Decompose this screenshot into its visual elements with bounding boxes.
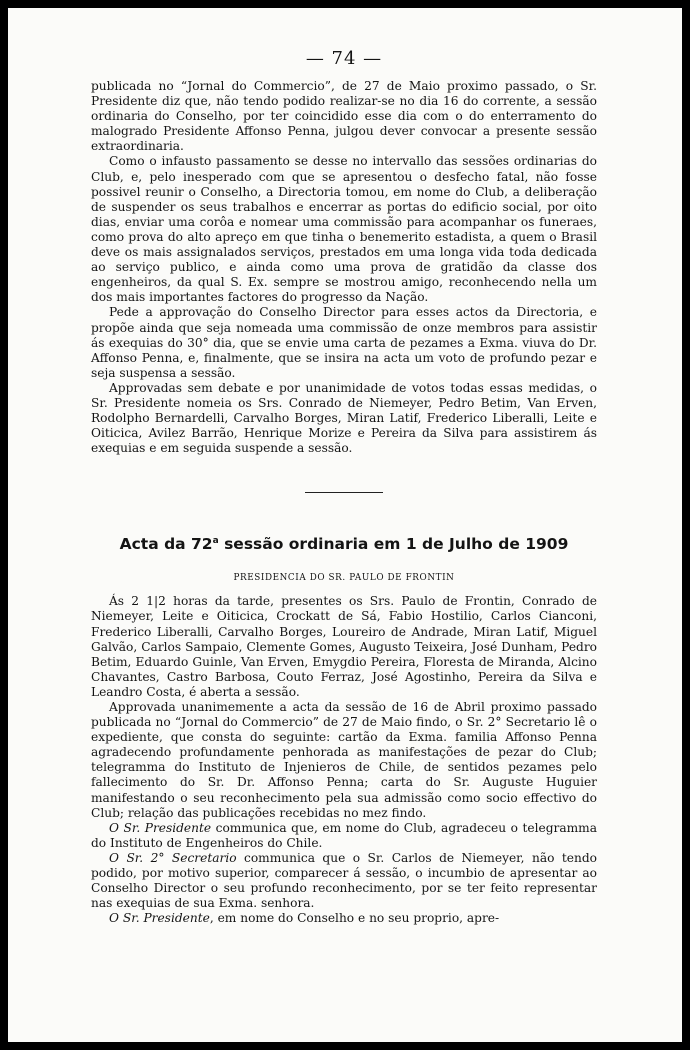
heading-text-pre: Acta da 72	[119, 535, 213, 554]
speaker-italic: O Sr. Presidente	[109, 911, 210, 926]
paragraph: Como o infausto passamento se desse no intervallo das sessões ordinarias do Club, e, pelo inesperado com que se apresentou o desfecho fatal, não fosse possivel reunir o Conselho, a Directoria tomou, em nome do Club, a deliberação de suspender os seus trabalhos e encerrar as portas do edificio social, por oito dias, enviar uma corôa e nomear uma commissão para acompanhar os funeraes, como prova do alto apreço em que tinha o benemerito estadista, a quem o Brasil deve os mais assignalados serviços, prestados em uma longa vida toda dedicada ao serviço publico, e ainda como uma prova de gratidão da classe dos engenheiros, da qual S. Ex. sempre se mostrou amigo, reconhecendo nella um dos mais importantes factores do progresso da Nação.	[91, 154, 597, 305]
page-number: — 74 —	[305, 48, 383, 69]
speaker-italic: O Sr. 2° Secretario	[109, 850, 237, 865]
heading-text-post: sessão ordinaria em 1 de Julho de 1909	[218, 535, 569, 554]
paragraph-text: , em nome do Conselho e no seu proprio, apre-	[209, 911, 500, 926]
paragraph: publicada no “Jornal do Commercio”, de 27 de Maio proximo passado, o Sr. Presidente diz que, não tendo podido realizar-se no dia 16 do corrente, a sessão ordinaria do Conselho, por ter coincidido esse dia com o do enterramento do malogrado Presidente Affonso Penna, julgou dever convocar a presente sessão extraordinaria.	[91, 79, 597, 154]
paragraph	[91, 851, 597, 911]
section-heading	[91, 535, 597, 553]
paragraph: Ás 2 1|2 horas da tarde, presentes os Srs. Paulo de Frontin, Conrado de Niemeyer, Leite e Oiticica, Crockatt de Sá, Fabio Hostilio, Carlos Cianconi, Frederico Liberalli, Carvalho Borges, Loureiro de Andrade, Miran Latif, Miguel Galvão, Carlos Sampaio, Clemente Gomes, Augusto Teixeira, José Dunham, Pedro Betim, Eduardo Guinle, Van Erven, Emygdio Pereira, Floresta de Miranda, Alcino Chavantes, Castro Barbosa, Couto Ferraz, José Agostinho, Pereira da Silva e Leandro Costa, é aberta a sessão.	[91, 594, 597, 699]
presidency-line: PRESIDENCIA DO SR. PAULO DE FRONTIN	[233, 573, 455, 584]
paragraph: Approvada unanimemente a acta da sessão de 16 de Abril proximo passado publicada no “Jornal do Commercio” de 27 de Maio findo, o Sr. 2° Secretario lê o expediente, que consta do seguinte: cartão da Exma. familia Affonso Penna agradecendo profundamente penhorada as manifestações de pezar do Club; telegramma do Instituto de Injenieros de Chile, de sentidos pezames pelo fallecimento do Sr. Dr. Affonso Penna; carta do Sr. Auguste Huguier manifestando o seu reconhecimento pela sua admissão como socio effectivo do Club; relação das publicações recebidas no mez findo.	[91, 700, 597, 820]
page	[8, 8, 682, 1042]
speaker-italic: O Sr. Presidente	[109, 820, 212, 835]
page-content	[91, 48, 597, 926]
paragraph-text: communica que, em nome do Club, agradeceu o telegramma do Instituto de Engenheiros do Chile.	[91, 820, 597, 850]
heading-superscript: a	[212, 536, 219, 547]
paragraph-text: communica que o Sr. Carlos de Niemeyer, não tendo podido, por motivo superior, comparecer á sessão, o incumbio de apresentar ao Conselho Director o seu profundo reconhecimento, por se ter feito representar nas exequias de sua Exma. senhora.	[91, 850, 597, 911]
section-divider	[305, 492, 383, 493]
paragraph: Pede a approvação do Conselho Director para esses actos da Directoria, e propõe ainda que seja nomeada uma commissão de onze membros para assistir ás exequias do 30° dia, que se envie uma carta de pezames a Exma. viuva do Dr. Affonso Penna, e, finalmente, que se insira na acta um voto de profundo pezar e seja suspensa a sessão.	[91, 305, 597, 380]
paragraph	[91, 821, 597, 851]
paragraph	[91, 911, 597, 926]
paragraph: Approvadas sem debate e por unanimidade de votos todas essas medidas, o Sr. Presidente nomeia os Srs. Conrado de Niemeyer, Pedro Betim, Van Erven, Rodolpho Bernardelli, Carvalho Borges, Miran Latif, Frederico Liberalli, Leite e Oiticica, Avilez Barrão, Henrique Morize e Pereira da Silva para assistirem ás exequias e em seguida suspende a sessão.	[91, 380, 597, 456]
